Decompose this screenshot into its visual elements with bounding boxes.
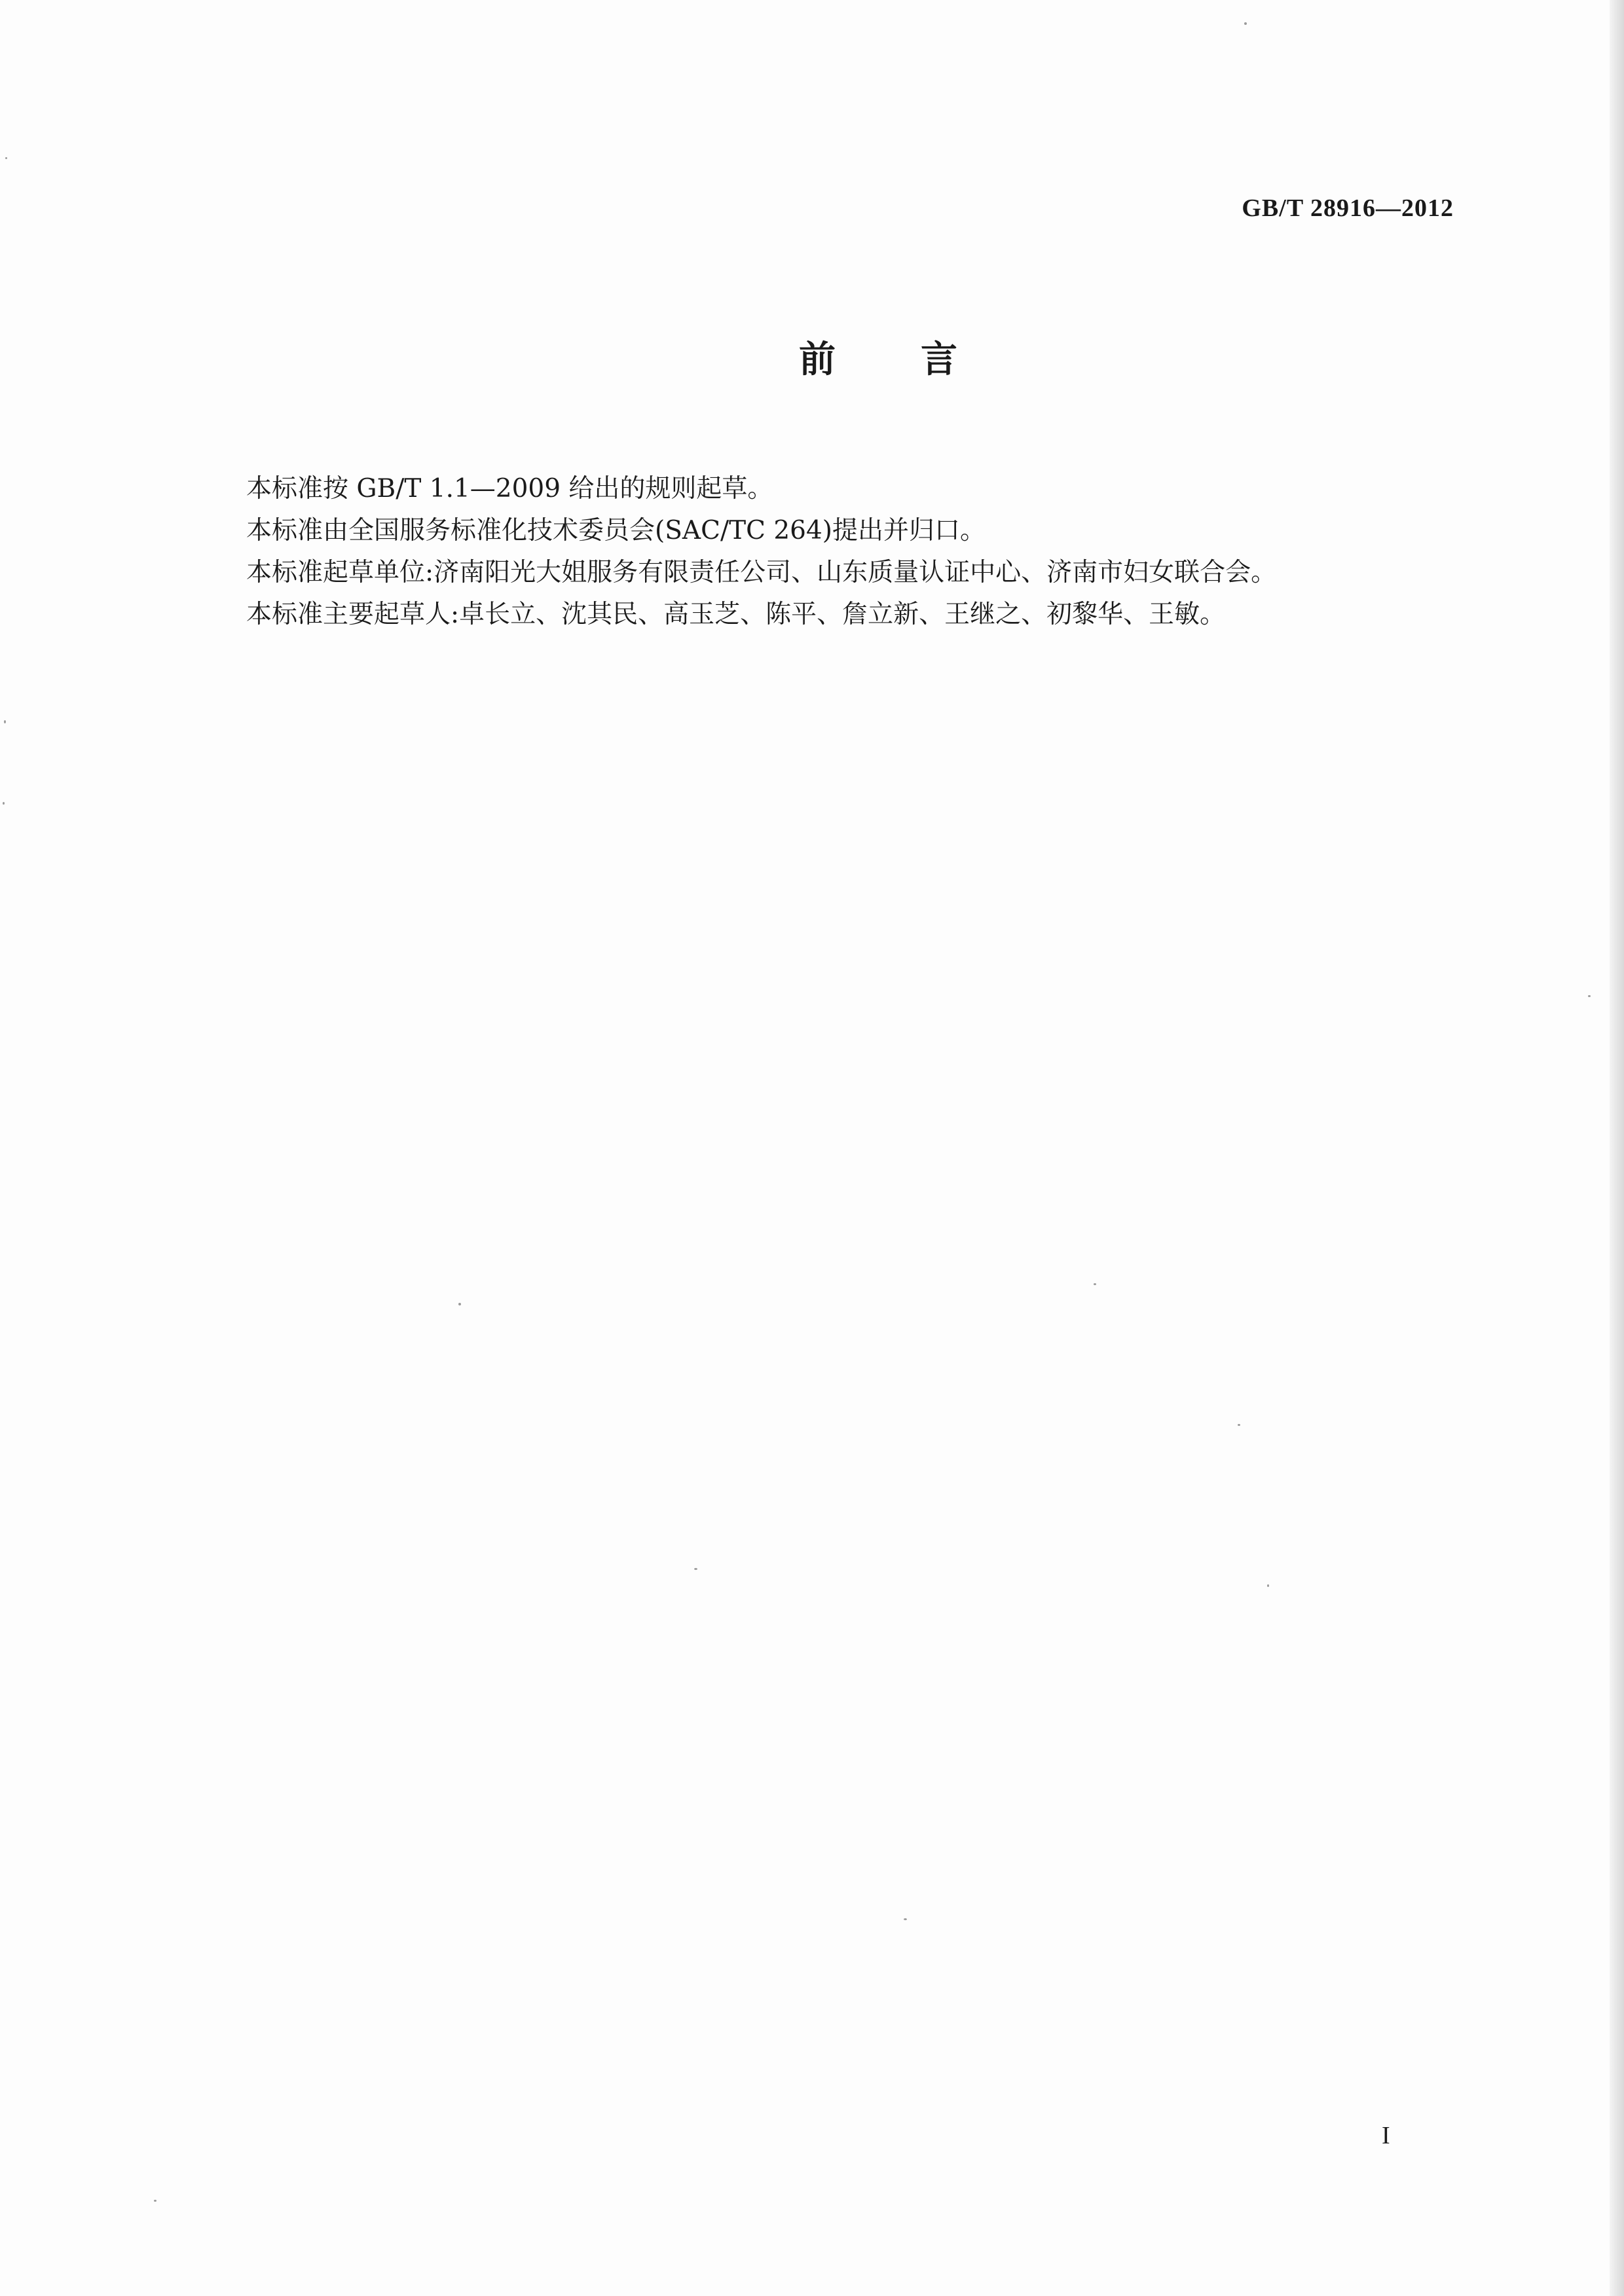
scan-speck — [1267, 1584, 1269, 1587]
scan-page-edge — [1610, 0, 1624, 2296]
paragraph-drafting-rules: 本标准按 GB/T 1.1—2009 给出的规则起草。 — [246, 474, 773, 503]
page-title: 前言 — [799, 338, 1043, 381]
scan-speck — [3, 802, 5, 805]
page-number: I — [1382, 2122, 1390, 2149]
scan-speck — [1094, 1283, 1096, 1285]
scan-speck — [5, 157, 7, 159]
scan-speck — [1244, 22, 1247, 25]
paragraph-drafting-units: 本标准起草单位:济南阳光大姐服务有限责任公司、山东质量认证中心、济南市妇女联合会。 — [246, 558, 1277, 587]
foreword-body — [246, 468, 1438, 636]
paragraph-proposer: 本标准由全国服务标准化技术委员会(SAC/TC 264)提出并归口。 — [246, 516, 986, 545]
scan-speck — [1238, 1424, 1240, 1426]
paragraph-drafters: 本标准主要起草人:卓长立、沈其民、高玉芝、陈平、詹立新、王继之、初黎华、王敏。 — [246, 600, 1226, 629]
scan-speck — [4, 720, 6, 723]
standard-number: GB/T 28916—2012 — [1242, 194, 1454, 222]
scan-speck — [904, 1918, 907, 1920]
scan-speck — [694, 1568, 697, 1570]
scan-speck — [458, 1303, 461, 1305]
scan-speck — [1588, 995, 1591, 997]
scan-speck — [154, 2200, 157, 2202]
